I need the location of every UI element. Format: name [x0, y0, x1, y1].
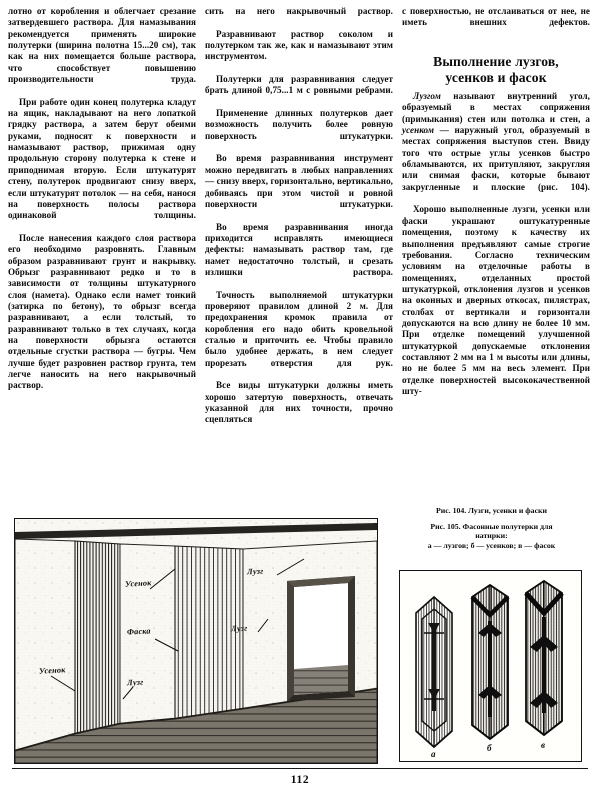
- paragraph: Во время разравнивания иногда приходится исправлять имеющиеся дефекты: намазывать раствор там, где намет недостаточно толстый, и срезать излишки раствора.: [205, 221, 393, 277]
- tool-letter-a: а: [431, 749, 436, 759]
- label-luzg-upper-right: Лузг: [246, 566, 264, 577]
- paragraph: Точность выполняемой штукатурки проверяют правилом длиной 2 м. Для предохранения кромок правила от коробления его надо обить кровельной сталью и приточить ее. Чтобы правило было удобнее держать, в нем следует прорезать отверстия для рук.: [205, 289, 393, 368]
- figure-104-drawing: [15, 519, 377, 763]
- paragraph: с поверхностью, не отслаиваться от нее, не иметь внешних дефектов.: [402, 6, 590, 28]
- text-column-2: [205, 6, 393, 498]
- section-heading: [402, 54, 590, 85]
- text-column-1: [8, 6, 196, 498]
- label-usenok-upper: Усенок: [124, 578, 152, 589]
- section-heading-line-1: Выполнение лузгов,: [433, 54, 559, 70]
- figure-104-caption: Рис. 104. Лузги, усенки и фаски: [435, 506, 548, 515]
- paragraph: Разравнивают раствор соколом и полутерком так же, как и намазывают этим инструментом.: [205, 28, 393, 62]
- paragraph: При работе один конец полутерка кладут на ящик, накладывают на него лопаткой грядку раствора, а затем берут обеими руками, подносят к поверхности и намазывают раствор, прижимая одну продольную сторону полутерка к стене и приподнимая вторую. Если штукатурят стену, полутерок продвигают снизу вверх, если штукатурят потолок — на себя, нанося на поверхность полосы раствора одинаковой толщины.: [8, 96, 196, 221]
- figure-105-caption: [389, 522, 594, 551]
- figure-104-room-illustration: [14, 518, 378, 764]
- folio-rule: [12, 768, 588, 769]
- figure-105-tools-illustration: [399, 570, 582, 762]
- figure-105-drawing: [400, 571, 581, 761]
- paragraph: После нанесения каждого слоя раствора его необходимо разровнять. Главным образом разравнивают грунт и накрывку. Обрызг разравнивают редко и то в зависимости от толщины штукатурного слоя (намета). Однако если намет тонкий (затирка по бетону), то обрызг всегда разравнивают, а если толстый, то разравнивают только в тех случаях, когда на поверхности обрызга остаются отдельные сгустки раствора — бугры. Чем лучше будет разровнен раствор грунта, тем легче наносить на него накрывочный раствор.: [8, 232, 196, 391]
- label-luzg-lower-mid: Лузг: [126, 677, 144, 688]
- figure-105-caption-second: натирки:: [475, 531, 508, 541]
- section-heading-line-2: усенков и фасок: [445, 69, 547, 85]
- label-usenok-lower-left: Усенок: [38, 665, 66, 676]
- tool-a: [416, 597, 452, 747]
- paragraph: Все виды штукатурки должны иметь хорошо затертую поверхность, отвечать указанной для них точности, прочно сцепляться: [205, 380, 393, 425]
- tool-letter-v: в: [541, 740, 546, 750]
- paragraph: сить на него накрывочный раствор.: [205, 6, 393, 16]
- paragraph: Полутерки для разравнивания следует брать длиной 0,75...1 м с ровными ребрами.: [205, 74, 393, 96]
- tool-v: [526, 581, 562, 735]
- text-columns: [8, 6, 592, 498]
- paragraph: лотно от коробления и облегчает срезание затвердевшего раствора. Для намазывания рекомендуется применять широкие полутерки (ширина полотна 15...20 см), так как на них помещается больше раствора, что способствует повышению производительности труда.: [8, 6, 196, 85]
- paragraph: Хорошо выполненные лузги, усенки или фаски украшают оштукатуренные помещения, поэтому к качеству их выполнения предъявляют самые строгие требования. Согласно техническим условиям на отделочные работы в помещениях, отделанных простой штукатуркой, отклонения лузгов и усенков на оконных и дверных откосах, пилястрах, столбах от вертикали и горизонтали допускаются на всю длину не более 10 мм. При отделке помещений улучшенной штукатуркой допускаемые отклонения составляют 2 мм на 1 м высоты или длины, но не более 5 мм на весь элемент. При отделке поверхностей высококачественной шту-: [402, 204, 590, 396]
- paragraph: Применение длинных полутерков дает возможность получить более ровную поверхность штукатурки.: [205, 108, 393, 141]
- paragraph: Во время разравнивания инструмент можно передвигать в любых направлениях — снизу вверх, горизонтально, вертикально, добиваясь при этом чистой и ровной поверхности штукатурки.: [205, 153, 393, 209]
- label-faska: Фаска: [126, 626, 151, 637]
- page-number: 112: [290, 774, 310, 786]
- tool-b: [472, 585, 508, 739]
- text-column-3: [402, 6, 590, 498]
- figure-captions-block: [389, 506, 594, 556]
- paragraph: Лузгом называют внутренний угол, образуемый в местах сопряжения (примыкания) стен или потолка и стен, а усенком — наружный угол, образуемый в местах сопряжения выступов стен. Ввиду того что острые углы усенков быстро обламываются, их притупляют, закругляя или снимая фаски, которые бывают закругленные и плоские (рис. 104).: [402, 91, 590, 192]
- figure-105-caption-items: а — лузгов; б — усенков; в — фасок: [427, 540, 556, 550]
- tool-letter-b: б: [487, 743, 492, 753]
- figure-105-caption-main: Рис. 105. Фасонные полутерки для: [430, 521, 553, 531]
- label-luzg-mid-right: Лузг: [230, 623, 248, 634]
